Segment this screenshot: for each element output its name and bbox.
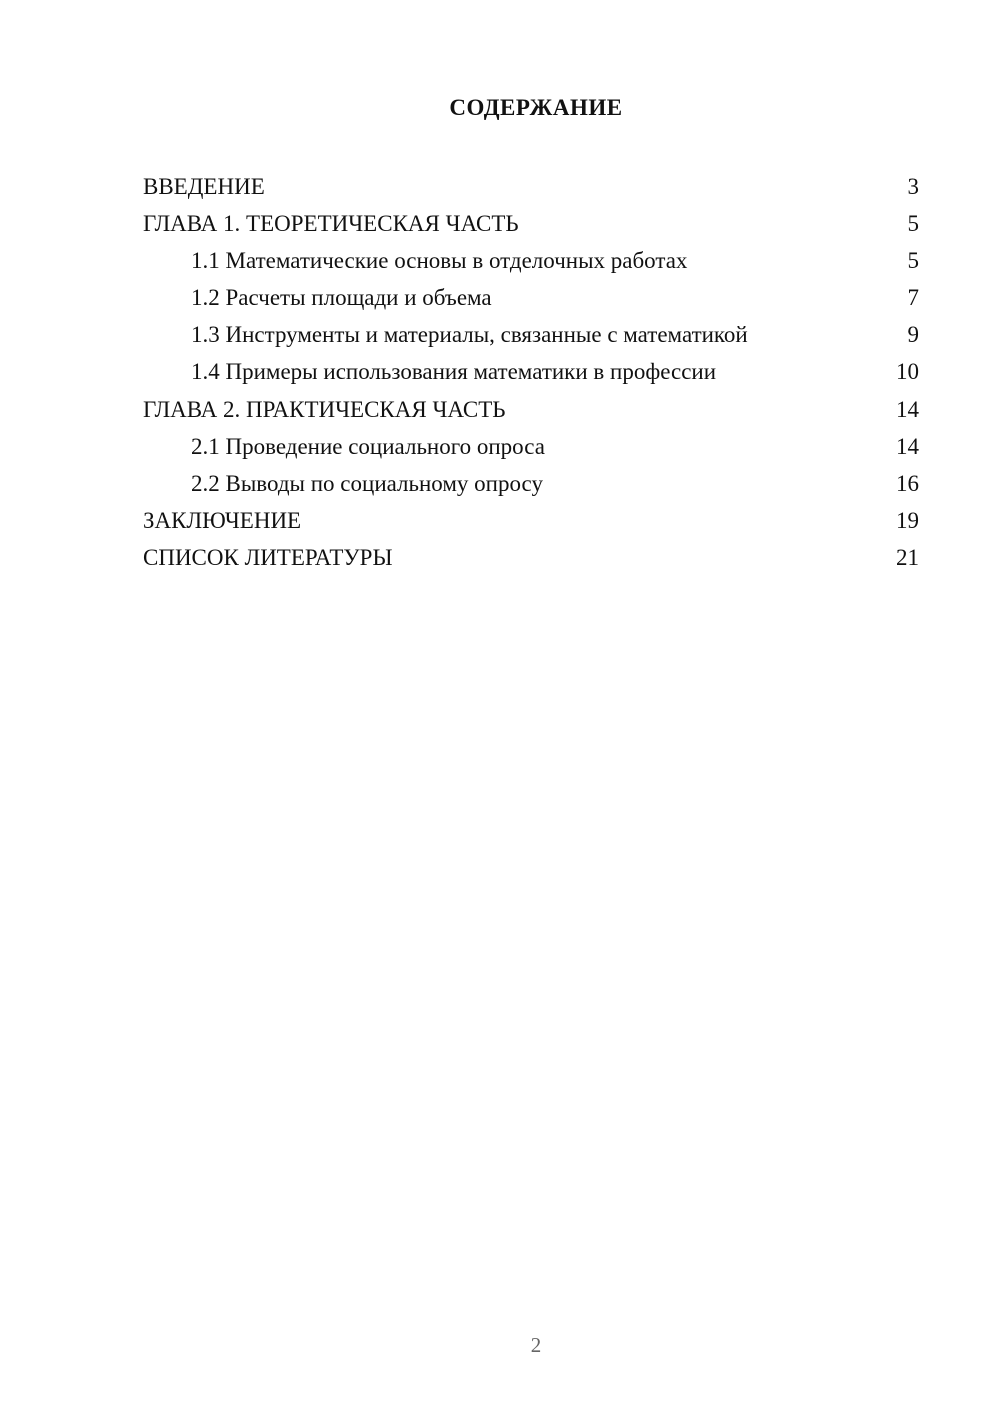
- toc-entry: [143, 465, 919, 502]
- toc-entry: [143, 279, 919, 316]
- toc-entry: [143, 205, 919, 242]
- toc-entry-page: 21: [896, 544, 919, 570]
- toc-entry-page: 14: [896, 433, 919, 459]
- toc-entry-label: СПИСОК ЛИТЕРАТУРЫ: [143, 544, 393, 570]
- toc-entry: [143, 391, 919, 428]
- toc-entry: [143, 539, 919, 576]
- toc-entry-page: 16: [896, 470, 919, 496]
- toc-entry-label: 2.1 Проведение социального опроса: [191, 433, 545, 459]
- toc-entry: [143, 428, 919, 465]
- toc-entry-page: 9: [907, 322, 919, 348]
- toc-entry-label: ЗАКЛЮЧЕНИЕ: [143, 507, 302, 533]
- toc-entry-label: 1.3 Инструменты и материалы, связанные с математикой: [191, 322, 748, 348]
- toc-entry-page: 19: [896, 507, 919, 533]
- toc-entry-label: 2.2 Выводы по социальному опросу: [191, 470, 543, 496]
- toc-entry: [143, 316, 919, 353]
- page-number: 2: [530, 1333, 542, 1357]
- toc-entry: [143, 242, 919, 279]
- toc-entry-page: 10: [896, 359, 919, 385]
- toc-entry-page: 5: [907, 211, 919, 237]
- toc-entry-page: 5: [907, 248, 919, 274]
- toc-entry-label: ВВЕДЕНИЕ: [143, 174, 265, 199]
- toc-entry-page: 14: [896, 396, 919, 422]
- toc-entry-label: 1.4 Примеры использования математики в профессии: [191, 359, 717, 385]
- toc-entry: [143, 168, 919, 205]
- toc-entry: [143, 353, 919, 390]
- table-of-contents: [143, 168, 919, 576]
- toc-entry-label: 1.1 Математические основы в отделочных работах: [191, 248, 688, 274]
- toc-entry-page: 7: [907, 285, 919, 311]
- toc-entry-page: 3: [907, 174, 919, 199]
- page-title: СОДЕРЖАНИЕ: [449, 95, 623, 120]
- toc-entry-label: 1.2 Расчеты площади и объема: [191, 285, 492, 311]
- toc-entry-label: ГЛАВА 1. ТЕОРЕТИЧЕСКАЯ ЧАСТЬ: [143, 211, 519, 237]
- toc-entry-label: ГЛАВА 2. ПРАКТИЧЕСКАЯ ЧАСТЬ: [143, 396, 506, 422]
- toc-entry: [143, 502, 919, 539]
